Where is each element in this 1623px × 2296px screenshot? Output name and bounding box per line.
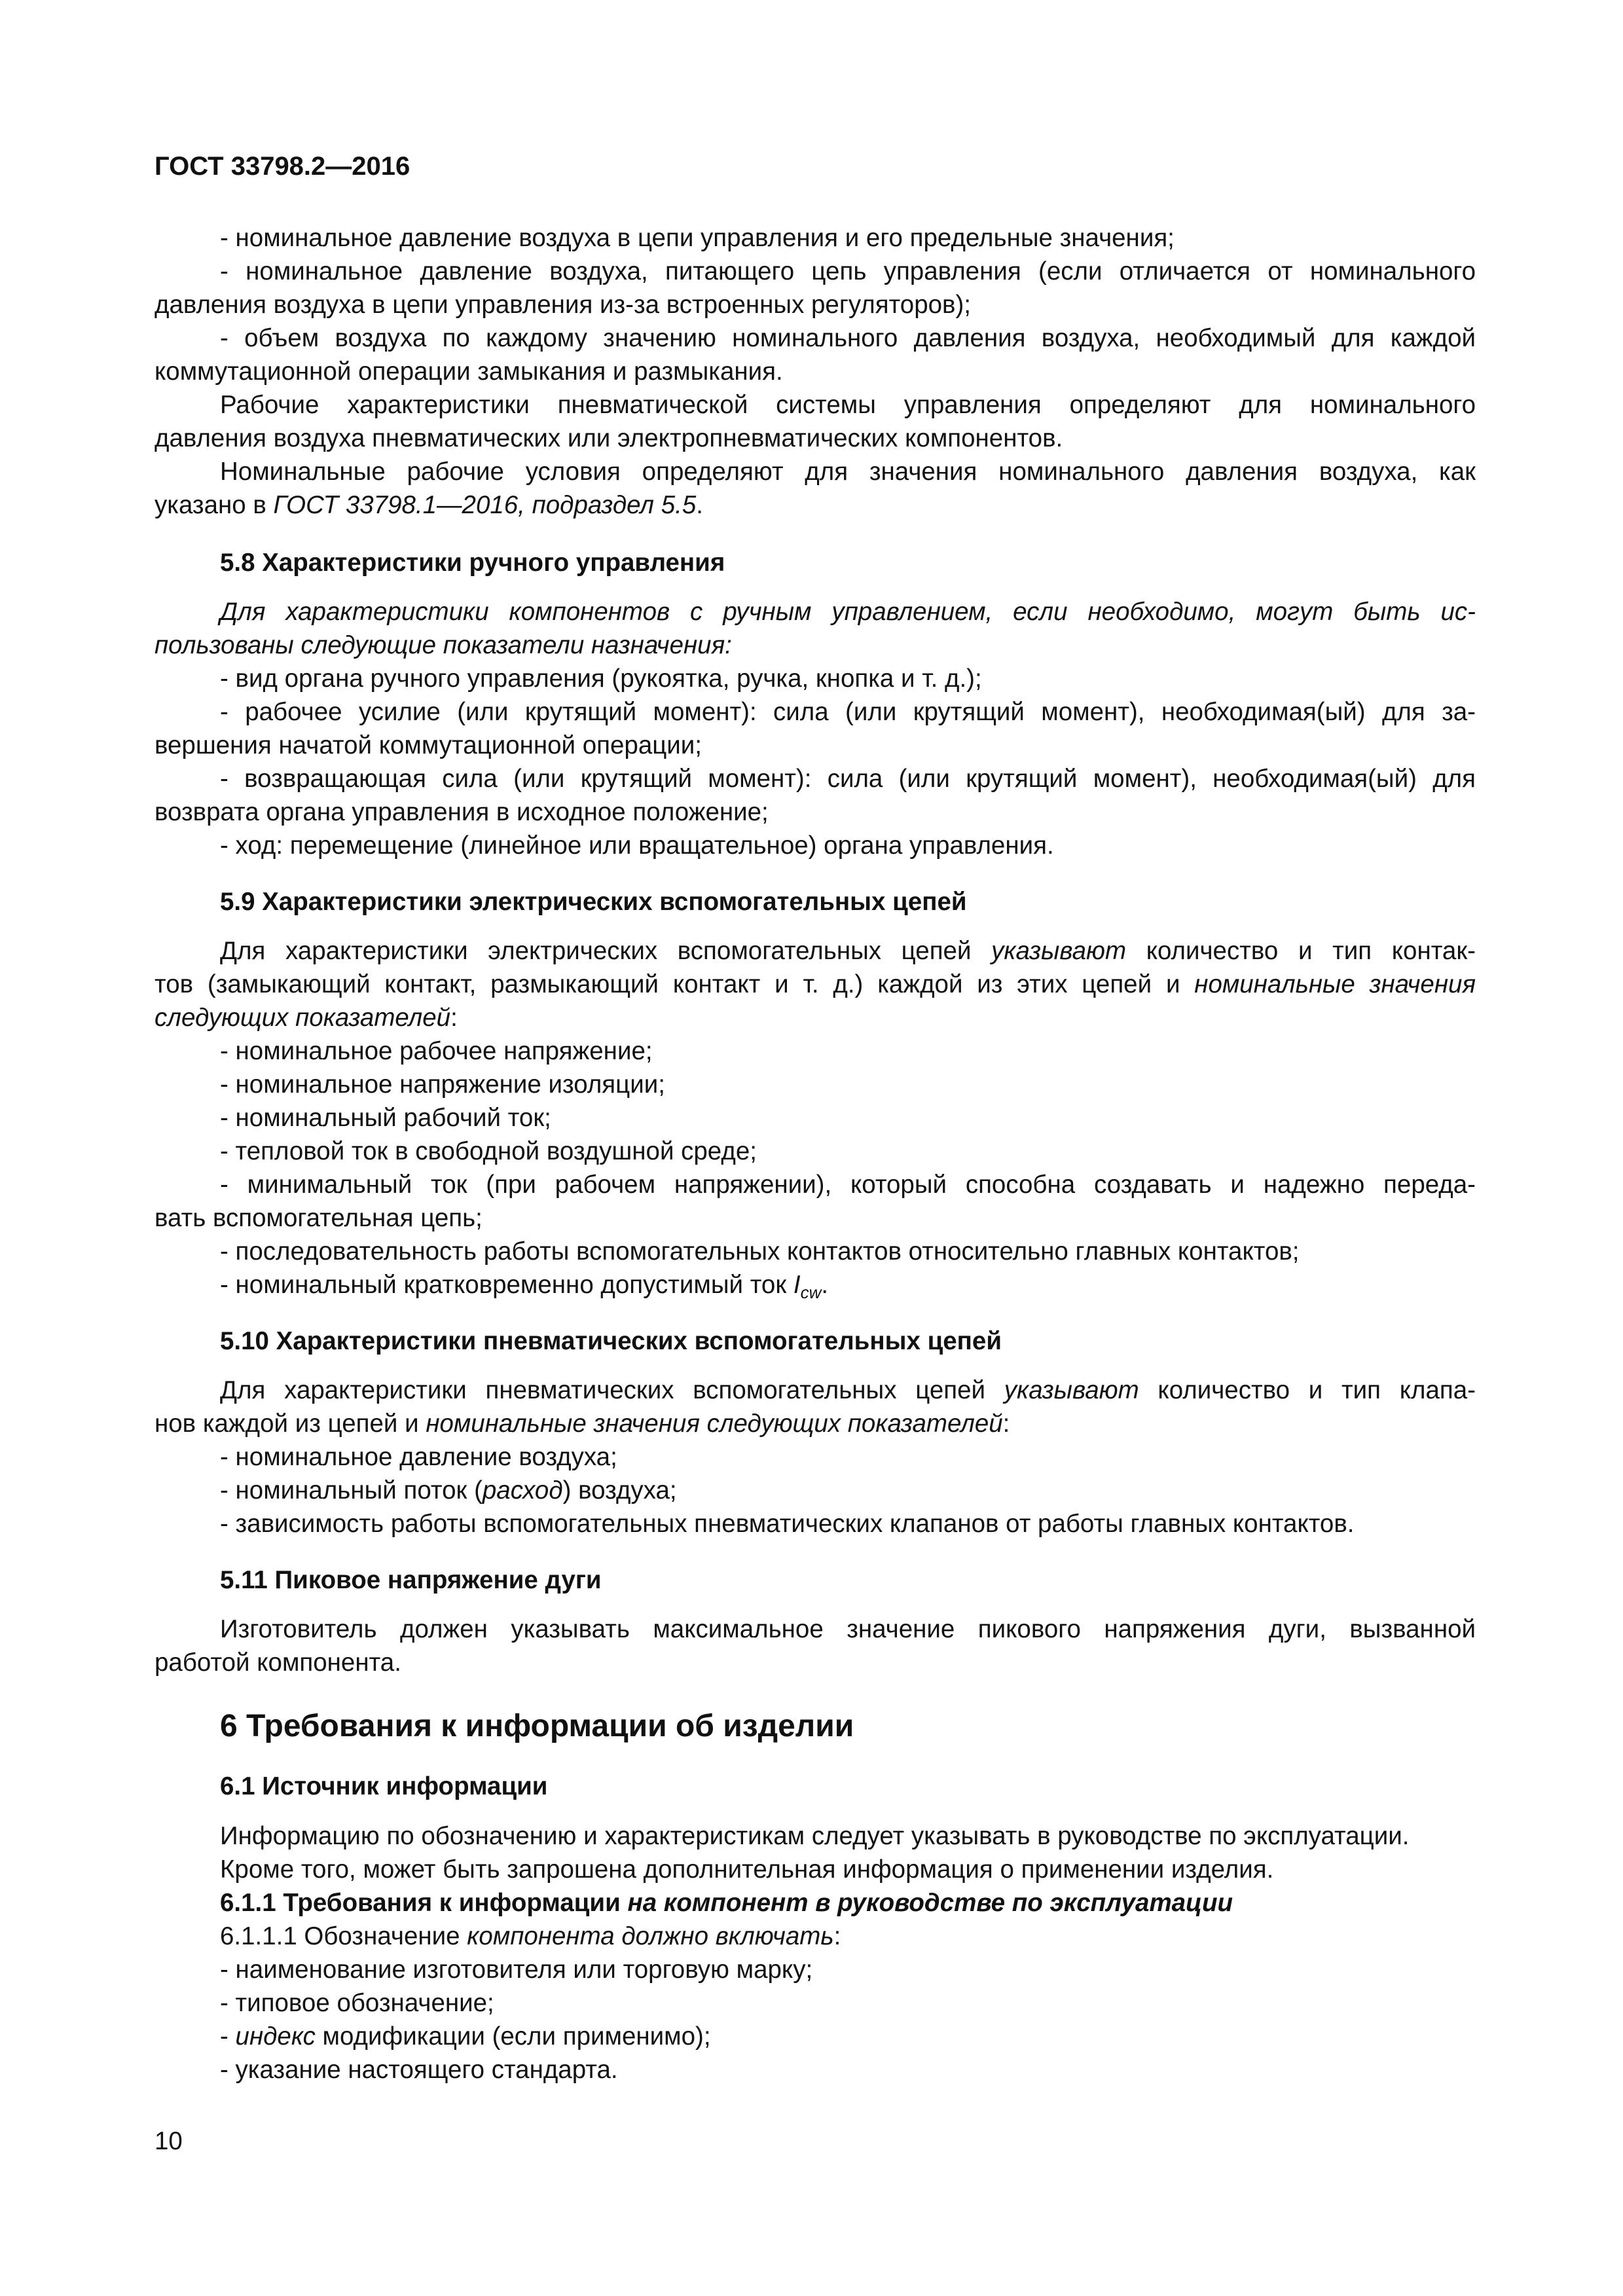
text-run: Для характеристики электрических вспомогательных цепей — [220, 937, 992, 965]
text-run: : — [450, 1004, 458, 1032]
italic-text: компонента должно включать — [467, 1922, 834, 1950]
paragraph-line: Информацию по обозначению и характеристикам следует указывать в руководстве по эксплуатации. — [220, 1822, 1410, 1850]
list-item: - ход: перемещение (линейное или вращательное) органа управления. — [220, 831, 1054, 860]
text-line — [155, 629, 732, 662]
text-line: давления воздуха пневматических или электропневматических компонентов. — [155, 424, 1063, 452]
document-header: ГОСТ 33798.2—2016 — [155, 152, 410, 181]
section-heading: 5.11 Пиковое напряжение дуги — [220, 1566, 602, 1594]
list-item: - возвращающая сила (или крутящий момент): сила (или крутящий момент), необходимая(ый) для — [220, 765, 1476, 793]
paragraph-line: Рабочие характеристики пневматической системы управления определяют для номинального — [220, 391, 1476, 419]
paragraph-line: Кроме того, может быть запрошена дополнительная информация о применении изделия. — [220, 1855, 1274, 1884]
list-item: - номинальное напряжение изоляции; — [220, 1070, 665, 1099]
text-run: тов (замыкающий контакт, размыкающий контакт и т. д.) каждой из этих цепей и — [155, 970, 1195, 998]
italic-text: на компонент в руководстве по эксплуатации — [627, 1889, 1233, 1917]
italic-text: указывают — [991, 937, 1127, 965]
text-run: . — [696, 491, 703, 519]
list-item: - рабочее усилие (или крутящий момент): сила (или крутящий момент), необходимая(ый) для за- — [220, 698, 1476, 726]
paragraph-line: Изготовитель должен указывать максимальное значение пикового напряжения дуги, вызванной — [220, 1615, 1476, 1643]
text-line — [220, 1920, 841, 1953]
text-run: : — [1002, 1410, 1010, 1438]
text-run: : — [833, 1922, 841, 1950]
chapter-heading: 6 Требования к информации об изделии — [220, 1709, 854, 1743]
text-run: количество и тип клапа- — [1139, 1376, 1476, 1404]
list-item: - вид органа ручного управления (рукоятка, ручка, кнопка и т. д.); — [220, 665, 982, 693]
subsection-heading — [220, 1887, 1233, 1920]
text-run: указано в — [155, 491, 274, 519]
text-line: работой компонента. — [155, 1649, 401, 1677]
text-line: вать вспомогательная цепь; — [155, 1204, 483, 1232]
list-item — [220, 1474, 677, 1507]
paragraph-line — [220, 596, 1476, 629]
text-run: нов каждой из цепей и — [155, 1410, 426, 1438]
reference-link: ГОСТ 33798.1—2016, подраздел 5.5 — [273, 491, 697, 519]
paragraph-line — [220, 1374, 1476, 1407]
text-run: ) воздуха; — [562, 1476, 677, 1504]
text-run: Для характеристики пневматических вспомогательных цепей — [220, 1376, 1004, 1404]
text-run: количество и тип контак- — [1126, 937, 1476, 965]
list-item: - номинальное давление воздуха в цепи управления и его предельные значения; — [220, 224, 1175, 252]
list-item: - типовое обозначение; — [220, 1989, 494, 2017]
italic-text: расход — [482, 1476, 563, 1504]
list-item: - минимальный ток (при рабочем напряжении), который способна создавать и надежно переда- — [220, 1171, 1476, 1199]
list-item: - номинальное давление воздуха; — [220, 1443, 617, 1471]
section-heading: 5.9 Характеристики электрических вспомогательных цепей — [220, 888, 967, 916]
paragraph-line: Номинальные рабочие условия определяют для значения номинального давления воздуха, как — [220, 458, 1476, 486]
italic-text: пользованы следующие показатели назначения: — [155, 631, 732, 659]
text-run: - — [220, 2022, 236, 2050]
text-line — [155, 1002, 458, 1034]
list-item: - последовательность работы вспомогательных контактов относительно главных контактов; — [220, 1237, 1300, 1266]
symbol-subscript: cw — [800, 1283, 822, 1302]
list-item: - указание настоящего стандарта. — [220, 2056, 618, 2084]
text-run: . — [821, 1271, 829, 1299]
paragraph-line — [155, 968, 1476, 1001]
text-line — [155, 1408, 1010, 1440]
section-heading: 6.1 Источник информации — [220, 1772, 548, 1800]
text-run: 6.1.1 Требования к информации — [220, 1889, 628, 1917]
paragraph-line — [220, 935, 1476, 968]
text-run: модификации (если применимо); — [315, 2022, 711, 2050]
italic-text: индекс — [235, 2022, 316, 2050]
list-item — [220, 2020, 711, 2053]
list-item — [220, 1269, 828, 1302]
text-run: - номинальный кратковременно допустимый ток — [220, 1271, 793, 1299]
text-run: - номинальный поток ( — [220, 1476, 483, 1504]
list-item: - тепловой ток в свободной воздушной среде; — [220, 1137, 757, 1165]
italic-text: указывают — [1004, 1376, 1139, 1404]
text-line — [155, 489, 703, 522]
list-item: - номинальное рабочее напряжение; — [220, 1037, 653, 1065]
text-line: возврата органа управления в исходное положение; — [155, 798, 769, 826]
italic-text: следующих показателей — [155, 1004, 451, 1032]
page-number: 10 — [155, 2127, 183, 2155]
italic-text: Для характеристики компонентов с ручным управлением, если необходимо, могут быть ис- — [220, 598, 1476, 626]
list-item: - объем воздуха по каждому значению номинального давления воздуха, необходимый для каждой — [220, 324, 1476, 352]
list-item: - номинальный рабочий ток; — [220, 1104, 551, 1132]
symbol-i: I — [793, 1271, 801, 1299]
text-run: 6.1.1.1 Обозначение — [220, 1922, 467, 1950]
section-heading: 5.8 Характеристики ручного управления — [220, 549, 725, 577]
list-item: - номинальное давление воздуха, питающего цепь управления (если отличается от номинального — [220, 257, 1476, 285]
text-line: давления воздуха в цепи управления из-за встроенных регуляторов); — [155, 291, 972, 319]
text-line: коммутационной операции замыкания и размыкания. — [155, 357, 783, 386]
italic-text: номинальные значения — [1194, 970, 1476, 998]
list-item: - зависимость работы вспомогательных пневматических клапанов от работы главных контактов. — [220, 1510, 1355, 1538]
text-line: вершения начатой коммутационной операции; — [155, 731, 702, 759]
list-item: - наименование изготовителя или торговую марку; — [220, 1956, 813, 1984]
italic-text: номинальные значения следующих показателей — [426, 1410, 1003, 1438]
section-heading: 5.10 Характеристики пневматических вспомогательных цепей — [220, 1327, 1002, 1355]
